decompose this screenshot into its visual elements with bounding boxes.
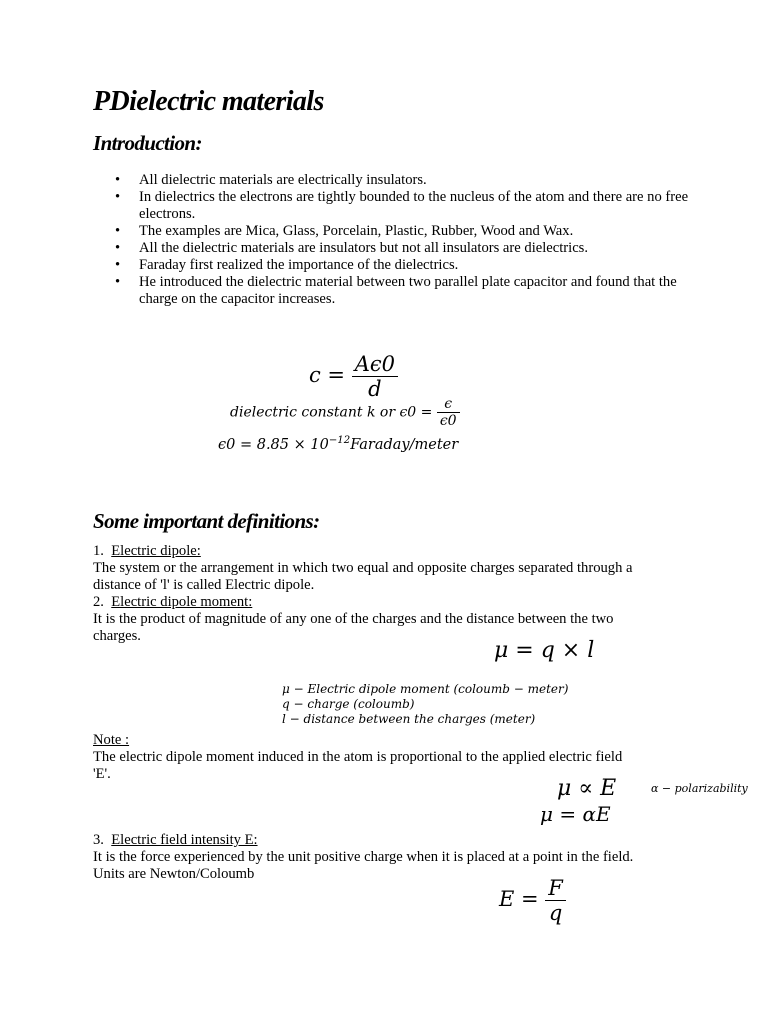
definition-term: Electric dipole: <box>111 543 201 559</box>
note-label: Note : <box>93 732 130 748</box>
field-intensity-formula <box>499 876 566 925</box>
definitions-heading: Some important definitions: <box>93 509 320 533</box>
equation-lhs: c = <box>309 363 346 387</box>
legend-line: l − distance between the charges (meter) <box>282 712 536 726</box>
definition-3-text: Units are Newton/Coloumb <box>93 866 255 882</box>
definition-number: 1. <box>93 543 104 559</box>
definition-2-text: charges. <box>93 628 141 644</box>
equation-numerator: Aϵ0 <box>352 352 398 377</box>
list-item: • He introduced the dielectric material between two parallel plate capacitor and found that the charge on the capacitor increases. <box>93 274 693 308</box>
list-item: • Faraday first realized the importance of the dielectrics. <box>93 257 693 274</box>
definition-3-title <box>93 832 258 849</box>
page-title: PDielectric materials <box>93 86 324 117</box>
introduction-list <box>93 172 693 308</box>
definition-2-text: It is the product of magnitude of any one of the charges and the distance between the two <box>93 611 614 627</box>
legend-line: μ − Electric dipole moment (coloumb − meter) <box>282 682 569 696</box>
list-item: • The examples are Mica, Glass, Porcelain, Plastic, Rubber, Wood and Wax. <box>93 223 693 240</box>
legend-line: q − charge (coloumb) <box>282 697 415 711</box>
equation-denominator: d <box>368 377 382 401</box>
note-text: 'E'. <box>93 766 111 782</box>
permittivity-equation <box>218 435 458 453</box>
equation-lhs: E = <box>499 887 539 911</box>
introduction-heading: Introduction: <box>93 131 202 155</box>
definition-1-title <box>93 543 201 560</box>
list-item: • All dielectric materials are electrically insulators. <box>93 172 693 189</box>
dipole-moment-formula: μ = q × l <box>494 638 595 663</box>
note-text: The electric dipole moment induced in the atom is proportional to the applied electric field <box>93 749 623 765</box>
definition-term: Electric dipole moment: <box>111 594 253 610</box>
definition-2-title <box>93 594 252 611</box>
list-item: • All the dielectric materials are insulators but not all insulators are dielectrics. <box>93 240 693 257</box>
definition-number: 2. <box>93 594 104 610</box>
equation-numerator: ϵ <box>437 396 460 413</box>
equation-lhs: ϵ0 = 8.85 × 10 <box>218 436 329 453</box>
dipole-moment-legend <box>282 682 568 727</box>
definition-3-text: It is the force experienced by the unit positive charge when it is placed at a point in the field. <box>93 849 634 865</box>
dielectric-constant-equation <box>230 396 460 429</box>
definition-1-text: The system or the arrangement in which two equal and opposite charges separated through a <box>93 560 633 576</box>
equation-text: dielectric constant k or ϵ0 = <box>230 404 433 421</box>
equation-unit: Faraday/meter <box>350 436 459 453</box>
proportionality-formula: μ ∝ E <box>557 776 617 801</box>
capacitance-equation <box>309 352 398 401</box>
equation-denominator: ϵ0 <box>439 413 457 429</box>
equation-numerator: F <box>545 876 566 901</box>
polarizability-formula: μ = αE <box>540 802 611 826</box>
definition-term: Electric field intensity E: <box>111 832 258 848</box>
definition-number: 3. <box>93 832 104 848</box>
equation-denominator: q <box>548 901 563 925</box>
polarizability-label: α − polarizability <box>651 782 748 795</box>
equation-exponent: −12 <box>328 435 351 446</box>
list-item: • In dielectrics the electrons are tightly bounded to the nucleus of the atom and there are no free electrons. <box>93 189 693 223</box>
definition-1-text: distance of 'l' is called Electric dipole. <box>93 577 315 593</box>
